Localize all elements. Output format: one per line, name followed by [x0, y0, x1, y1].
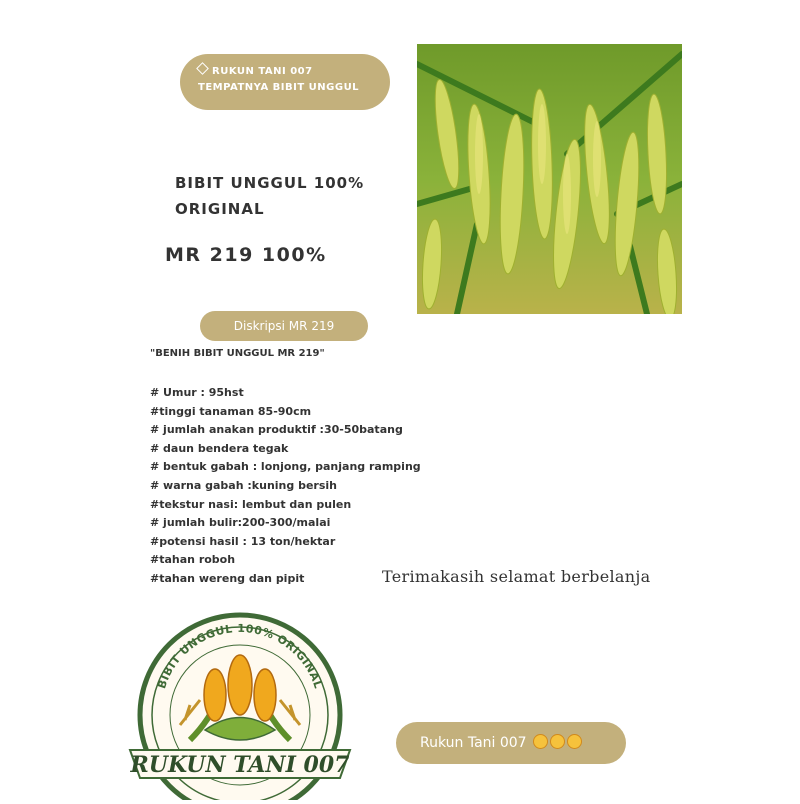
- spec-item: # warna gabah :kuning bersih: [150, 478, 337, 492]
- smile-emoji-icon: [533, 734, 548, 749]
- shop-name: Rukun Tani 007: [420, 735, 527, 751]
- variety-title: MR 219 100%: [165, 244, 327, 266]
- rice-panicle-image: [417, 44, 682, 314]
- spec-item: #tahan wereng dan pipit: [150, 571, 305, 585]
- spec-item: #tinggi tanaman 85-90cm: [150, 404, 312, 418]
- headline-line-2: ORIGINAL: [175, 200, 265, 218]
- spec-item: #tekstur nasi: lembut dan pulen: [150, 497, 352, 511]
- shop-name-pill: [396, 722, 626, 764]
- logo-name: RUKUN TANI 007: [130, 752, 350, 778]
- spec-item: # jumlah bulir:200-300/malai: [150, 516, 331, 530]
- brand-name: RUKUN TANI 007: [212, 66, 313, 77]
- smile-emoji-icon: [550, 734, 565, 749]
- spec-item: #potensi hasil : 13 ton/hektar: [150, 534, 336, 548]
- headline: [175, 170, 364, 222]
- smile-emoji-icon: [567, 734, 582, 749]
- spec-item: # Umur : 95hst: [150, 386, 244, 399]
- rice-photo: [417, 44, 682, 314]
- spec-item: #tahan roboh: [150, 553, 236, 567]
- spec-item: # bentuk gabah : lonjong, panjang ramping: [150, 460, 421, 474]
- spec-item: # jumlah anakan produktif :30-50batang: [150, 423, 403, 437]
- diamond-icon: [196, 62, 209, 75]
- brand-tagline: TEMPATNYA BIBIT UNGGUL: [198, 82, 360, 93]
- spec-list: [150, 384, 421, 589]
- spec-title: "BENIH BIBIT UNGGUL MR 219": [150, 348, 325, 359]
- thank-you-text: Terimakasih selamat berbelanja: [382, 567, 651, 586]
- spec-item: # daun bendera tegak: [150, 441, 289, 455]
- brand-pill: [180, 54, 390, 110]
- logo-emblem: [120, 600, 360, 800]
- logo-arc-text: BIBIT UNGGUL 100% ORIGINAL: [155, 621, 325, 691]
- rukun-tani-logo: [120, 600, 360, 800]
- description-pill: Diskripsi MR 219: [200, 311, 368, 341]
- headline-line-1: BIBIT UNGGUL 100%: [175, 174, 365, 192]
